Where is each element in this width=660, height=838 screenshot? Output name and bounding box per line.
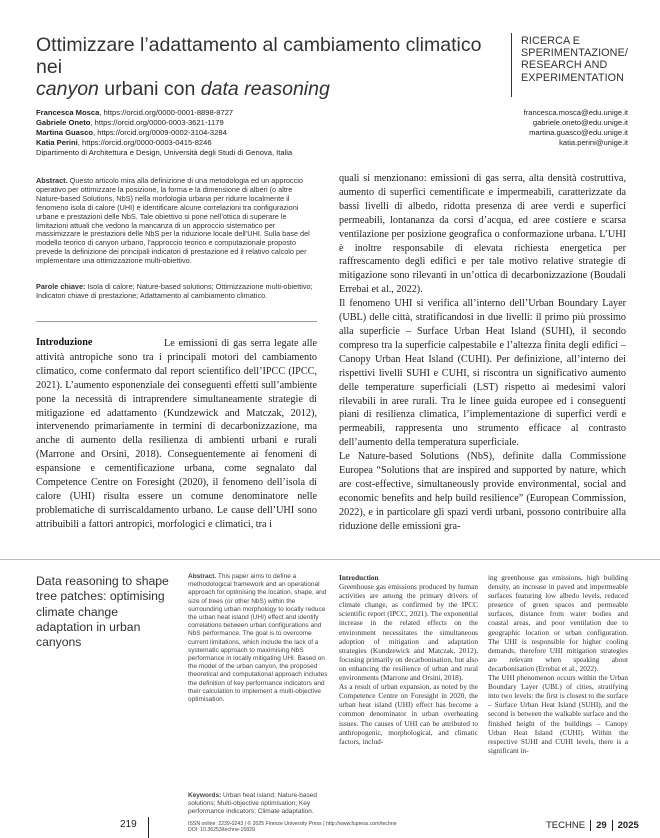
author-name: Gabriele Oneto bbox=[36, 118, 91, 128]
intro-en-column-1 bbox=[339, 573, 478, 746]
abstract-en-label: Abstract. bbox=[188, 573, 217, 580]
article-title-it bbox=[36, 34, 496, 100]
abstract-it-text: Questo articolo mira alla definizione di una metodologia ed un approccio operativo per ottimizzare la posizione, la forma e la dimensione di alberi (o altre Nature-based Solutions, NbS) nella morfologia urbana per ridurre localmente il fenomeno isola di calore (UHI) e identificare alcune correlazioni tra configurazioni urbane e prestazioni delle NbS. Tale obiettivo si pone nell’ottica di superare le limitazioni attuali che vedono la mancanza di un approccio sistematico per massimizzare le prestazioni delle NbS per la riduzione locale dell’UHI. Sulla base del modello teorico di canyon urbano, l’approccio teorico e computazionale proposto prevede la definizione dei principali indicatori di prestazione ed il relativo calcolo per implementare una ottimizzazione multi-obiettivo. bbox=[36, 176, 310, 266]
footer-divider bbox=[148, 817, 149, 838]
abstract-it bbox=[36, 177, 317, 266]
author-orcid[interactable]: , https://orcid.org/0000-0001-8898-8727 bbox=[99, 108, 234, 117]
author-email[interactable]: katia.perini@unige.it bbox=[559, 138, 628, 148]
author-email[interactable]: francesca.mosca@edu.unige.it bbox=[523, 108, 628, 117]
abstract-en bbox=[188, 573, 328, 704]
author-line bbox=[36, 118, 396, 128]
paragraph: quali si menzionano: emissioni di gas serra, alta densità costruttiva, aumento di superfici cementificate e impermeabili, caratterizzate da bassi livelli di albedo, ridotta presenza di aree verdi e superfici permeabili, lontananza da corsi d’acqua, ed aree costiere e scarsa ventilazione per posizione geografica o conformazione urbana. L’UHI è inoltre responsabile di elevata richiesta energetica per raffrescamento degli edifici e per tale motivo relative strategie di mitigazione sono rilevanti in un’ottica di decarbonizzazione (Boudali Errebai et al., 2022). bbox=[339, 173, 626, 296]
paragraph: As a result of urban expansion, as noted by the Competence Centre on Foresight in 2020, the urban heat island (UHI) effect has become a common denominator in urban overheating issues. The causes of UHI can be attributed to anthropogenic, morphological, and climatic factors, includ- bbox=[339, 682, 478, 746]
footer-separator bbox=[612, 820, 613, 831]
paragraph: The UHI phenomenon occurs within the Urban Boundary Layer (UBL) of cities, stratifying into two levels: the first is closest to the surface – Surface Urban Heat Island (SUHI), and the second is between the walkable surface and the finished height of the buildings – Canopy Urban Heat Island (CUHI). Within the respective SUHI and CUHI levels, there is a significant in- bbox=[488, 673, 628, 755]
author-orcid[interactable]: , https://orcid.org/0009-0002-3104-3284 bbox=[92, 128, 227, 138]
article-title-en: Data reasoning to shape tree patches: optimising climate change adaptation in urban canyons bbox=[36, 574, 169, 650]
author-orcid[interactable]: , https://orcid.org/0000-0003-3621-1179 bbox=[90, 118, 224, 128]
footer-issn bbox=[188, 821, 397, 834]
issue-number: 29 bbox=[596, 820, 607, 832]
intro-heading-en: Introduction bbox=[339, 573, 379, 582]
issue-year: 2025 bbox=[617, 820, 639, 832]
issn-line: ISSN online: 2239-0243 | © 2025 Firenze University Press | http://www.fupress.com/techne bbox=[188, 821, 397, 827]
keywords-it-label: Parole chiave: bbox=[36, 282, 86, 291]
intro-en-column-2 bbox=[488, 573, 628, 755]
intro-heading-it: Introduzione bbox=[36, 337, 93, 348]
author-line bbox=[36, 138, 396, 148]
section-divider bbox=[511, 33, 512, 97]
footer-separator bbox=[590, 820, 591, 831]
title-part-1: Ottimizzare l’adattamento al cambiamento climatico nei bbox=[36, 34, 482, 78]
author-email[interactable]: martina.guasco@edu.unige.it bbox=[529, 128, 628, 138]
section-label-line-3: RESEARCH AND bbox=[521, 59, 608, 72]
paragraph: ing greenhouse gas emissions, high building density, an increase in paved and impermeable surfaces featuring low albedo levels, reduced presence of green spaces and permeable surfaces, distance from water bodies and coastal areas, and poor ventilation due to geographic location or urban configuration. The UHI is responsible for higher cooling demands, therefore UHI mitigation strategies are relevant when speaking about decarbonisation (Errebai et al., 2022). bbox=[488, 573, 628, 673]
affiliation: Dipartimento di Architettura e Design, Università degli Studi di Genova, Italia bbox=[36, 148, 293, 158]
author-line bbox=[36, 108, 396, 118]
journal-name: TECHNE bbox=[546, 820, 586, 832]
author-emails bbox=[448, 108, 628, 148]
author-list bbox=[36, 108, 396, 158]
language-divider bbox=[0, 559, 660, 560]
intro-it-column-2 bbox=[339, 172, 626, 534]
paragraph: Greenhouse gas emissions produced by human activities are among the primary drivers of climate change, as confirmed by the IPCC scientific report (IPCC, 2021). The exponential increase in the related effects on the environment necessitates the simultaneous adoption of mitigation and adaptation strategies (Kundzewick and Matczak, 2012), focusing primarily on decarbonisation, but also on enhancing the resilience of urban and rural environments (Marrone and Orsini, 2018). bbox=[339, 582, 478, 683]
keywords-en bbox=[188, 792, 328, 817]
section-label-line-1: RICERCA E bbox=[521, 35, 581, 47]
keywords-en-text: Urban heat island; Nature-based solutions; Multi-objective optimisation; Key performance indicators; Climate adaptation. bbox=[188, 792, 317, 816]
author-line bbox=[36, 128, 396, 138]
doi-line: DOI: 10.36253/techne-15829 bbox=[188, 827, 255, 834]
paragraph: Le Nature-based Solutions (NbS), definite dalla Commissione Europea “Solutions that are inspired and supported by nature, which are cost-effective, simultaneously provide environmental, social and economic benefits and help build resilience” (European Commission, 2022), e in particolare gli spazi verdi urbani, possono contribuire alla riduzione delle emissioni gra- bbox=[339, 451, 626, 532]
title-em-canyon: canyon bbox=[36, 78, 99, 100]
page-number: 219 bbox=[120, 819, 137, 830]
section-label bbox=[521, 35, 651, 84]
intro-it-column-1: Le emissioni di gas serra legate alle attività antropiche sono tra i principali motori del cambiamento climatico, come confermato dal report scientifico dell’IPCC (IPCC, 2021). L’aumento esponenziale dei conseguenti effetti sull’ambiente pone la necessità di intraprendere simultaneamente strategie di mitigazione ed adattamento (Kundzewick and Matczak, 2012), intervenendo primariamente in termini di decarbonizzazione, ma anche di aumento della resilienza di ambienti urbani e rurali (Marrone and Orsini, 2018). Conseguentemente ai fenomeni di espansione e cementificazione urbana, come segnalato dal Competence Centre on Foresight (2020), il fenomeno dell’isola di calore (UHI) risulta essere un comune denominatore nelle problematiche di surriscaldamento urbano. Le cause dell’UHI sono attribuibili a fattori antropici, morfologici e climatici, tra i bbox=[36, 338, 317, 530]
author-orcid[interactable]: , https://orcid.org/0000-0003-0415-8246 bbox=[77, 138, 212, 148]
author-name: Francesca Mosca bbox=[36, 108, 100, 117]
keywords-it bbox=[36, 283, 317, 301]
author-name: Martina Guasco bbox=[36, 128, 93, 138]
abstract-it-label: Abstract. bbox=[36, 176, 68, 185]
abstract-en-text: This paper aims to define a methodological framework and an operational approach for optimising the location, shape, and size of trees (or other NbS) within the surrounding urban morphology to locally reduce the urban heat island (UHI) effect and identify correlations between urban configurations and NbS performance. The goal is to overcome current limitations, which include the lack of a systematic approach to maximising NbS performance in locally mitigating UHI. Based on the model of the urban canyon, the proposed theoretical and computational approach includes the definition of key performance indicators and their calculation to implement a multi-objective optimisation. bbox=[188, 573, 328, 704]
keywords-it-text: Isola di calore; Nature-based solutions; Ottimizzazione multi-obiettivo; Indicatori chiave di prestazione; Adattamento al cambiamento climatico. bbox=[36, 282, 313, 300]
footer-journal bbox=[546, 820, 639, 831]
title-mid: urbani con bbox=[98, 78, 201, 100]
section-label-line-4: EXPERIMENTATION bbox=[521, 71, 625, 84]
keywords-en-label: Keywords: bbox=[188, 792, 222, 799]
paragraph: Il fenomeno UHI si verifica all’interno dell’Urban Boundary Layer (UBL) delle città, stratificandosi in due livelli: il primo più prossimo alla superficie – Surface Urban Heat Island (SUHI), il secondo compreso tra la superficie calpestabile e l’altezza finita degli edifici – Canopy Urban Heat Island (CUHI). Per definizione, all’interno dei rispettivi livelli SUHI e CUHI, si riscontra un significativo aumento delle temperature superficiali (LST) rispetto ai medesimi valori rilevabili in aree rurali. Tra le linee guida europee ed i conseguenti piani di resilienza climatica, l’implementazione di superfici verdi e permeabili, rappresenta uno strumento efficace al contrasto dell’aumento della temperatura superficiale. bbox=[339, 298, 626, 449]
author-name: Katia Perini bbox=[36, 138, 78, 148]
title-em-data-reasoning: data reasoning bbox=[200, 78, 330, 100]
author-email[interactable]: gabriele.oneto@edu.unige.it bbox=[532, 118, 628, 128]
abstract-divider bbox=[36, 321, 317, 322]
section-label-line-2: SPERIMENTAZIONE/ bbox=[521, 47, 628, 60]
